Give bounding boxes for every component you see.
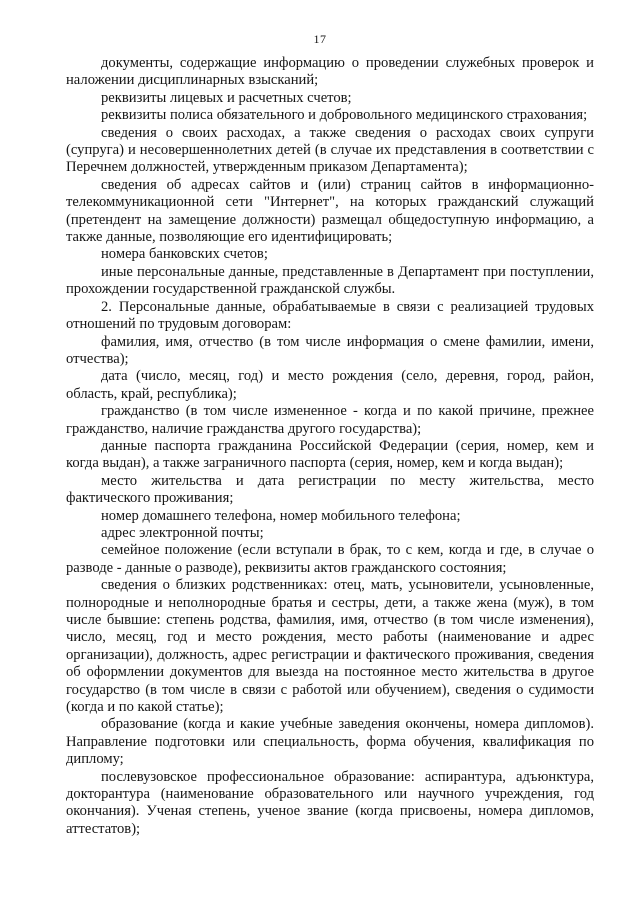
paragraph-full-name: фамилия, имя, отчество (в том числе информация о смене фамилии, имени, отчества); [66, 333, 594, 367]
paragraph-residence: место жительства и дата регистрации по месту жительства, место фактического проживания; [66, 472, 594, 507]
paragraph-relatives: сведения о близких родственниках: отец, мать, усыновители, усыновленные, полнородные и неполнородные братья и сестры, дети, а также жена (муж), в том числе бывшие: степень родства, фамилия, имя, отчество (в том числе изменения), число, месяц, год и место рождения, место работы (наименование и адрес организации), должность, адрес регистрации и фактического проживания, сведения об оформлении документов для выезда на постоянное место жительства в другое государство (в том числе в связи с работой или обучением), сведения о судимости (когда и по какой статье); [66, 577, 594, 716]
paragraph-email: адрес электронной почты; [101, 524, 264, 541]
paragraph-other-data: иные персональные данные, представленные в Департамент при поступлении, прохождении государственной гражданской службы. [66, 263, 594, 298]
paragraph-expenses: сведения о своих расходах, а также сведения о расходах своих супруги (супруга) и несовершеннолетних детей (в случае их представления в соответствии с Перечнем должностей, утвержденным приказом Департамента); [66, 124, 594, 176]
paragraph-phone-numbers: номер домашнего телефона, номер мобильного телефона; [101, 507, 461, 524]
paragraph-passport: данные паспорта гражданина Российской Федерации (серия, номер, кем и когда выдан), а также заграничного паспорта (серия, номер, кем и когда выдан); [66, 437, 594, 472]
paragraph-birth-date-place: дата (число, месяц, год) и место рождения (село, деревня, город, район, область, край, республика); [66, 368, 594, 402]
paragraph-section-2-heading: 2. Персональные данные, обрабатываемые в связи с реализацией трудовых отношений по трудовым договорам: [66, 298, 594, 333]
paragraph-websites: сведения об адресах сайтов и (или) страниц сайтов в информационно-телекоммуникационной сети "Интернет", на которых гражданский служащий (претендент на замещение должности) размещал общедоступную информацию, а также данные, позволяющие его идентифицировать; [66, 176, 594, 246]
paragraph-bank-accounts: номера банковских счетов; [101, 246, 268, 263]
paragraph-marital-status: семейное положение (если вступали в брак, то с кем, когда и где, в случае о разводе - данные о разводе), реквизиты актов гражданского состояния; [66, 542, 594, 576]
page-number: 17 [313, 32, 327, 46]
paragraph-insurance-policy: реквизиты полиса обязательного и добровольного медицинского страхования; [101, 107, 588, 124]
document-body [66, 55, 594, 838]
paragraph-education: образование (когда и какие учебные заведения окончены, номера дипломов). Направление подготовки или специальность, форма обучения, квалификация по диплому; [66, 716, 594, 768]
paragraph-disciplinary-documents: документы, содержащие информацию о проведении служебных проверок и наложении дисциплинарных взысканий; [66, 55, 594, 89]
paragraph-bank-details: реквизиты лицевых и расчетных счетов; [101, 89, 352, 106]
paragraph-citizenship: гражданство (в том числе измененное - когда и по какой причине, прежнее гражданство, наличие гражданства другого государства); [66, 403, 594, 437]
paragraph-postgraduate-education: послевузовское профессиональное образование: аспирантура, адъюнктура, докторантура (наименование образовательного или научного учреждения, год окончания). Ученая степень, ученое звание (когда присвоены, номера дипломов, аттестатов); [66, 768, 594, 837]
